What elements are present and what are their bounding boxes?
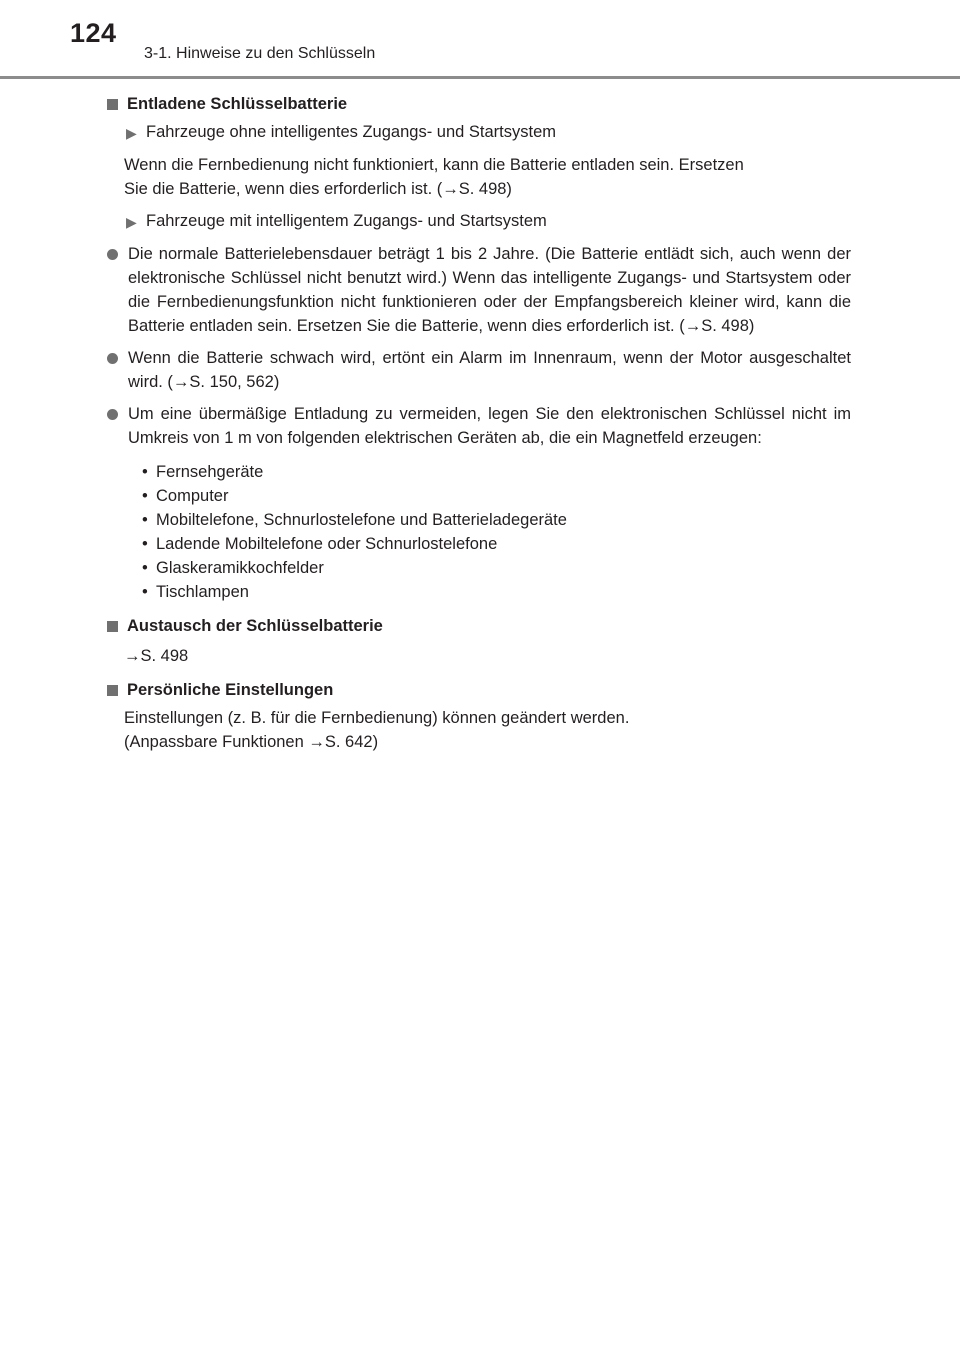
device-text: Ladende Mobiltelefone oder Schnurlostelefone <box>156 535 498 553</box>
paragraph-line: Sie die Batterie, wenn dies erforderlich ist. (→S. 498) <box>124 180 512 198</box>
paragraph-line: Wenn die Fernbedienung nicht funktioniert, kann die Batterie entladen sein. Ersetzen <box>124 156 744 174</box>
page-number: 124 <box>70 18 117 48</box>
list-item-text: Die normale Batterielebensdauer beträgt 1 bis 2 Jahre. (Die Batterie entlädt sich, auch wenn der elektronische Schlüssel nicht benutzt wird.) Wenn das intelligente Zugangs- und Startsystem oder die Fernbedienungsfunktion nicht funktionieren oder der Empfangsbereich kleiner wird, kann die Batterie entladen sein. Ersetzen Sie die Batterie, wenn dies erforderlich ist. (→S. 498) <box>128 245 851 335</box>
section-title: 3-1. Hinweise zu den Schlüsseln <box>144 45 376 62</box>
device-item: • Tischlampen <box>142 580 851 604</box>
page-content <box>106 92 851 760</box>
subheading-text: Fahrzeuge ohne intelligentes Zugangs- und Startsystem <box>146 123 556 141</box>
page-header <box>0 0 960 80</box>
square-icon <box>107 99 118 110</box>
subheading <box>106 209 851 234</box>
header-divider <box>0 76 960 79</box>
square-icon <box>107 685 118 696</box>
heading-text: Persönliche Einstellungen <box>127 681 334 699</box>
list-item-text: Um eine übermäßige Entladung zu vermeiden, legen Sie den elektronischen Schlüssel nicht im Umkreis von 1 m von folgenden elektrischen Geräten ab, die ein Magnetfeld erzeugen: <box>128 405 851 447</box>
device-text: Computer <box>156 487 229 505</box>
section-heading <box>106 614 851 638</box>
circle-icon <box>107 249 118 260</box>
device-item: • Computer <box>142 484 851 508</box>
triangle-right-icon: ▶ <box>126 125 137 141</box>
section-battery <box>106 92 851 604</box>
heading-text: Austausch der Schlüsselbatterie <box>127 617 383 635</box>
device-item: • Mobiltelefone, Schnurlostelefone und Batterieladegeräte <box>142 508 851 532</box>
device-text: Tischlampen <box>156 583 249 601</box>
section-personal <box>106 678 851 754</box>
paragraph <box>106 706 851 754</box>
paragraph <box>106 153 851 201</box>
subheading <box>106 120 851 145</box>
list-item <box>106 346 851 394</box>
heading-text: Entladene Schlüsselbatterie <box>127 95 348 113</box>
device-text: Glaskeramikkochfelder <box>156 559 324 577</box>
device-item: • Glaskeramikkochfelder <box>142 556 851 580</box>
page-reference: →S. 498 <box>124 647 189 665</box>
device-item: • Ladende Mobiltelefone oder Schnurlostelefone <box>142 532 851 556</box>
device-text: Fernsehgeräte <box>156 463 264 481</box>
paragraph-line: (Anpassbare Funktionen →S. 642) <box>124 733 379 751</box>
square-icon <box>107 621 118 632</box>
device-item: • Fernsehgeräte <box>142 460 851 484</box>
device-text: Mobiltelefone, Schnurlostelefone und Batterieladegeräte <box>156 511 567 529</box>
section-replacement <box>106 614 851 668</box>
list-item <box>106 402 851 450</box>
list-item <box>106 242 851 338</box>
list-item-text: Wenn die Batterie schwach wird, ertönt ein Alarm im Innenraum, wenn der Motor ausgeschaltet wird. (→S. 150, 562) <box>128 349 851 391</box>
circle-icon <box>107 353 118 364</box>
section-heading <box>106 678 851 702</box>
device-list <box>106 460 851 604</box>
subheading-text: Fahrzeuge mit intelligentem Zugangs- und Startsystem <box>146 212 547 230</box>
triangle-right-icon: ▶ <box>126 214 137 230</box>
paragraph-line: Einstellungen (z. B. für die Fernbedienung) können geändert werden. <box>124 709 630 727</box>
section-heading <box>106 92 851 116</box>
circle-icon <box>107 409 118 420</box>
